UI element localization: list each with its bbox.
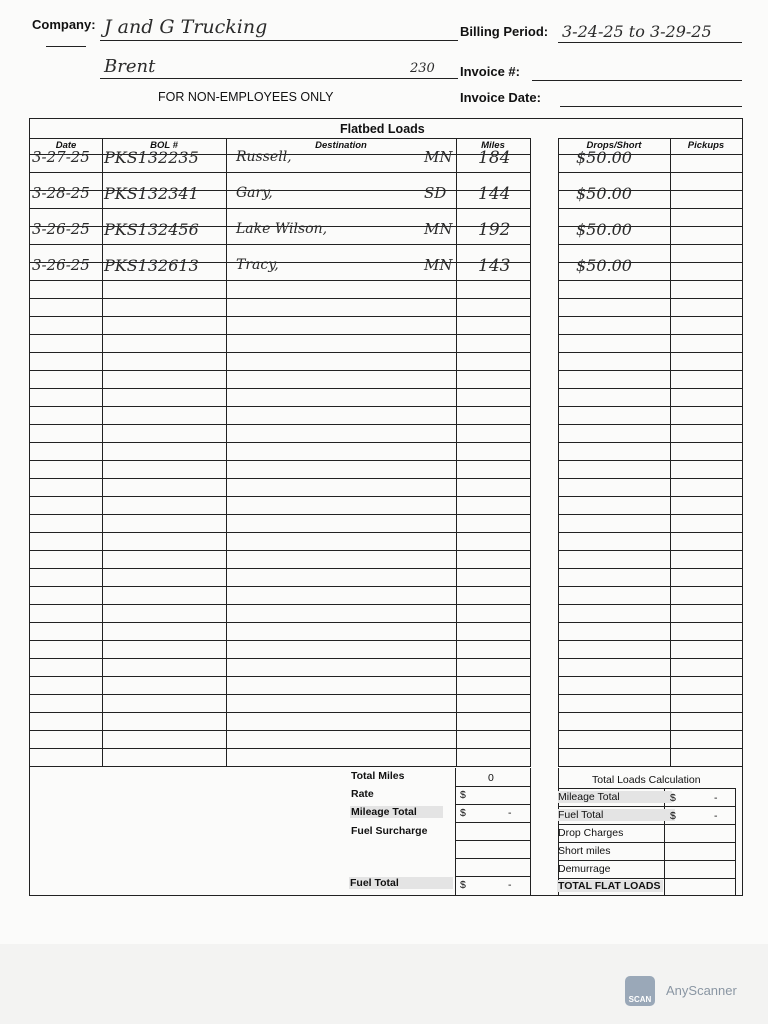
row-line-right	[558, 532, 743, 533]
column-divider	[102, 138, 103, 766]
row-line-right	[558, 640, 743, 641]
invoice-number-field[interactable]	[532, 80, 742, 81]
column-header-drops: Drops/Short	[586, 140, 642, 151]
calc-fuel-total-dash: -	[714, 810, 718, 822]
column-header-miles: Miles	[481, 140, 505, 151]
row-line-right	[558, 370, 743, 371]
column-divider	[670, 138, 671, 766]
row-line-right	[558, 460, 743, 461]
row-line-right	[558, 586, 743, 587]
calc-line	[558, 806, 735, 807]
row-drops[interactable]: $50.00	[576, 148, 632, 167]
calc-title: Total Loads Calculation	[592, 774, 701, 786]
row-destination-city[interactable]: Tracy,	[236, 257, 279, 273]
fuel-surcharge-label: Fuel Surcharge	[351, 825, 428, 837]
invoice-date-field[interactable]	[560, 106, 742, 107]
row-bol[interactable]: PKS132235	[104, 148, 199, 167]
row-destination-state[interactable]: MN	[424, 148, 453, 166]
row-line-right	[558, 388, 743, 389]
billing-period-value[interactable]: 3-24-25 to 3-29-25	[562, 22, 712, 41]
mileage-total-value: $	[460, 807, 466, 819]
anyscanner-logo-icon: SCAN	[625, 976, 655, 1006]
mileage-total-label: Mileage Total	[350, 806, 443, 818]
column-divider	[530, 138, 531, 766]
row-line-right	[558, 334, 743, 335]
row-line-right	[558, 568, 743, 569]
calc-mileage-total-label: Mileage Total	[558, 791, 672, 803]
row-bol[interactable]: PKS132341	[104, 184, 199, 203]
row-line-right	[558, 172, 743, 173]
column-header-pickups: Pickups	[687, 140, 725, 151]
row-line-right	[558, 658, 743, 659]
calc-line	[558, 842, 735, 843]
title-divider-right	[558, 138, 743, 139]
row-bol[interactable]: PKS132456	[104, 220, 199, 239]
driver-value[interactable]: Brent	[104, 56, 156, 77]
row-line-right	[558, 622, 743, 623]
rate-label: Rate	[351, 788, 374, 800]
row-destination-city[interactable]: Gary,	[236, 185, 273, 201]
company-underline	[100, 40, 458, 41]
totals-line	[455, 786, 530, 787]
row-date[interactable]: 3-26-25	[32, 256, 90, 274]
anyscanner-watermark: AnyScanner	[666, 983, 737, 998]
row-line-right	[558, 694, 743, 695]
fuel-total-dash: -	[508, 879, 512, 891]
column-divider	[226, 138, 227, 766]
row-destination-city[interactable]: Russell,	[236, 149, 292, 165]
row-drops[interactable]: $50.00	[576, 184, 632, 203]
totals-line	[455, 876, 530, 877]
column-header-bol: BOL #	[150, 140, 178, 151]
rate-value[interactable]: $	[460, 789, 466, 801]
row-drops[interactable]: $50.00	[576, 220, 632, 239]
row-line-right	[558, 442, 743, 443]
row-line-right	[558, 496, 743, 497]
totals-line	[455, 840, 530, 841]
row-line-right	[558, 730, 743, 731]
row-line-right	[558, 406, 743, 407]
row-date[interactable]: 3-28-25	[32, 184, 90, 202]
calc-short-miles-label: Short miles	[558, 845, 611, 857]
row-line-right	[558, 604, 743, 605]
company-value[interactable]: J and G Trucking	[104, 16, 268, 38]
non-employees-note: FOR NON-EMPLOYEES ONLY	[158, 90, 334, 104]
row-line-right	[558, 316, 743, 317]
driver-underline	[100, 78, 458, 79]
row-line-right	[558, 514, 743, 515]
row-bol[interactable]: PKS132613	[104, 256, 199, 275]
calc-divider	[664, 788, 665, 896]
calc-mileage-total-value: $	[670, 792, 676, 804]
calc-drop-charges-label: Drop Charges	[558, 827, 624, 839]
calc-line	[558, 860, 735, 861]
row-date[interactable]: 3-27-25	[32, 148, 90, 166]
calc-mileage-total-dash: -	[714, 792, 718, 804]
invoice-number-label: Invoice #:	[460, 64, 520, 79]
total-miles-label: Total Miles	[351, 770, 405, 782]
calc-line	[558, 878, 735, 879]
row-line-right	[558, 712, 743, 713]
totals-line	[455, 858, 530, 859]
row-destination-state[interactable]: MN	[424, 256, 453, 274]
row-miles[interactable]: 143	[478, 256, 511, 276]
calc-divider	[735, 788, 736, 896]
fuel-total-value: $	[460, 879, 466, 891]
row-line-right	[558, 748, 743, 749]
column-divider	[456, 138, 457, 766]
row-line-left	[29, 766, 531, 767]
calc-line	[558, 824, 735, 825]
billing-period-label: Billing Period:	[460, 24, 549, 39]
column-header-destination: Destination	[315, 140, 367, 151]
calc-line	[558, 788, 735, 789]
row-line-right	[558, 280, 743, 281]
invoice-date-label: Invoice Date:	[460, 90, 541, 105]
totals-divider	[530, 768, 531, 896]
row-line-right	[558, 298, 743, 299]
column-divider	[558, 138, 559, 766]
row-line-right	[558, 550, 743, 551]
row-miles[interactable]: 144	[478, 184, 511, 204]
driver-number[interactable]: 230	[410, 61, 435, 76]
row-line-right	[558, 352, 743, 353]
row-line-right	[558, 766, 743, 767]
totals-line	[455, 822, 530, 823]
calc-demurrage-label: Demurrage	[558, 863, 611, 875]
row-miles[interactable]: 192	[478, 220, 511, 240]
row-line-right	[558, 244, 743, 245]
company-label: Company:	[32, 17, 96, 32]
row-date[interactable]: 3-26-25	[32, 220, 90, 238]
calc-total-flat-loads-label: TOTAL FLAT LOADS	[557, 880, 663, 892]
billing-underline	[558, 42, 742, 43]
column-header-date: Date	[55, 140, 77, 151]
totals-divider	[455, 768, 456, 896]
row-miles[interactable]: 184	[478, 148, 511, 168]
table-title: Flatbed Loads	[340, 122, 425, 136]
row-destination-state[interactable]: MN	[424, 220, 453, 238]
row-destination-state[interactable]: SD	[424, 184, 447, 202]
row-line-right	[558, 478, 743, 479]
company-arrow-mark	[46, 46, 86, 47]
row-line-right	[558, 424, 743, 425]
fuel-total-label: Fuel Total	[349, 877, 453, 889]
row-drops[interactable]: $50.00	[576, 256, 632, 275]
row-line-right	[558, 676, 743, 677]
calc-fuel-total-value: $	[670, 810, 676, 822]
calc-fuel-total-label: Fuel Total	[558, 809, 675, 821]
mileage-total-dash: -	[508, 807, 512, 819]
totals-line	[455, 804, 530, 805]
row-destination-city[interactable]: Lake Wilson,	[236, 221, 328, 237]
total-miles-value: 0	[488, 772, 494, 784]
row-line-right	[558, 208, 743, 209]
